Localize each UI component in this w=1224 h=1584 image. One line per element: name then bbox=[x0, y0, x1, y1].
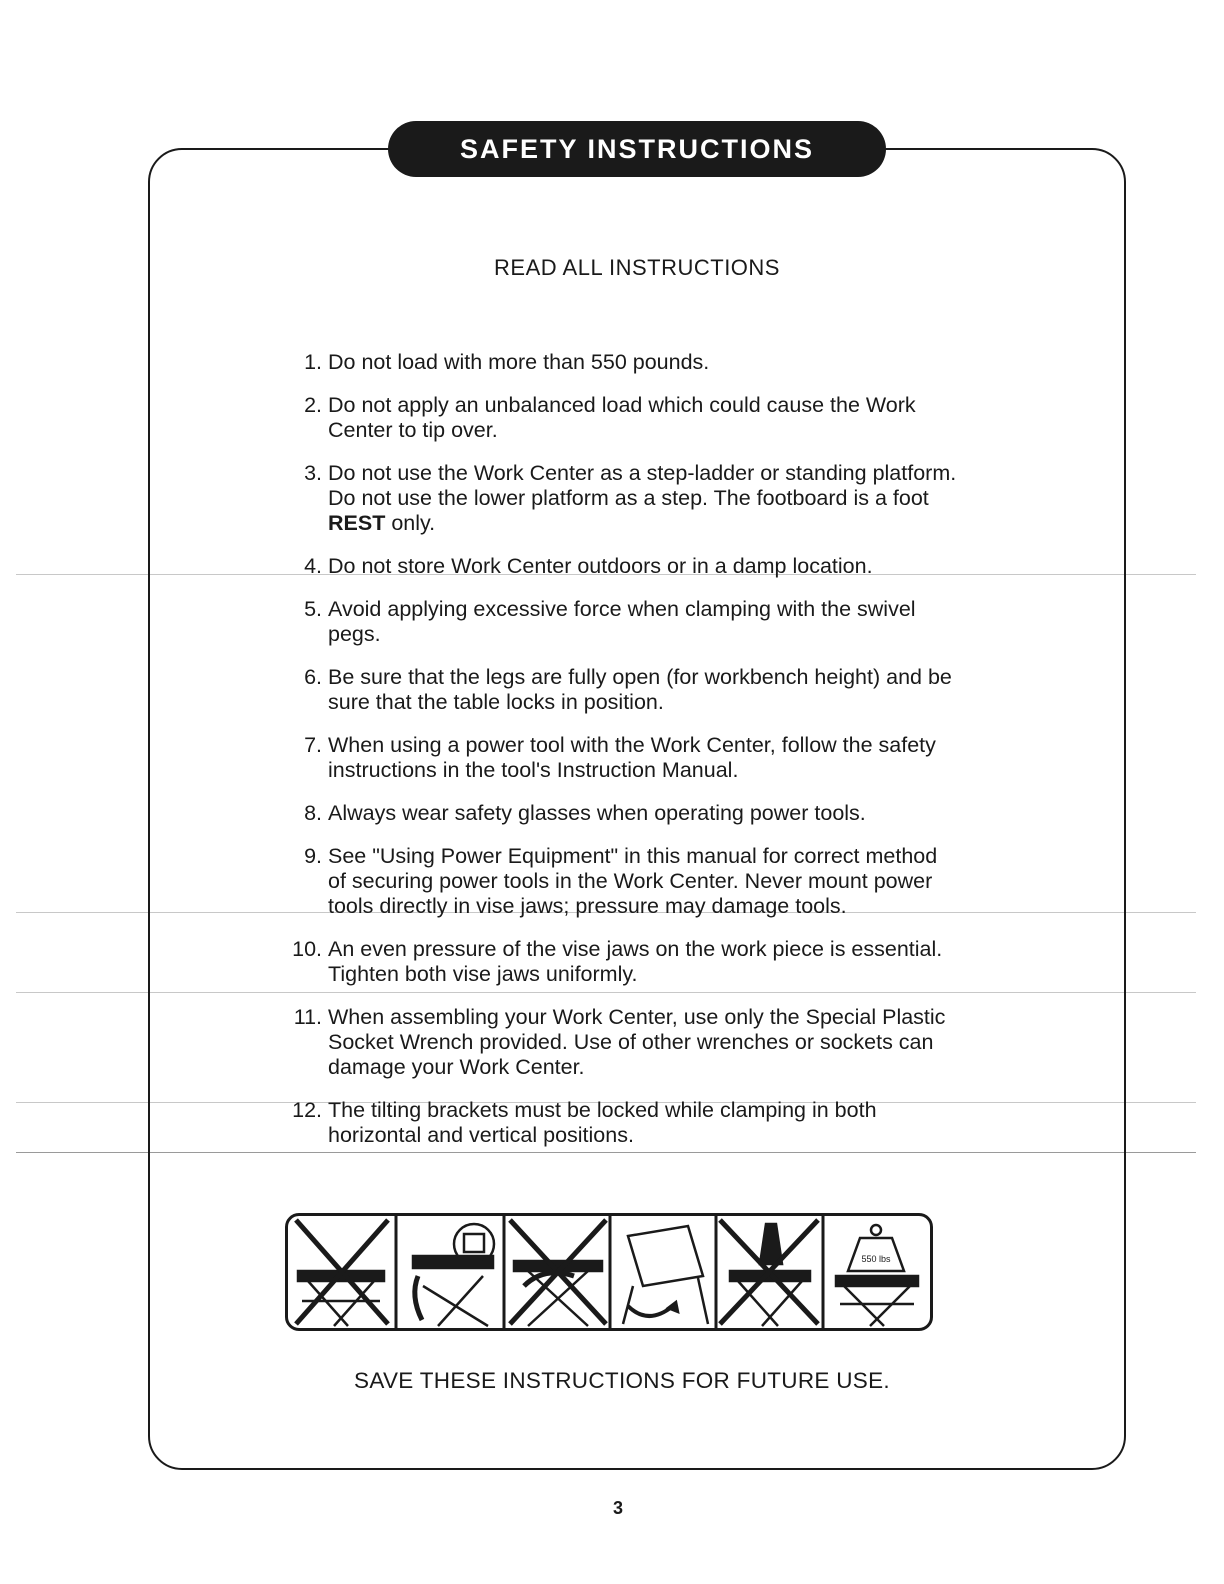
instruction-text-part: only. bbox=[385, 511, 436, 535]
page-title: SAFETY INSTRUCTIONS bbox=[459, 133, 815, 164]
safety-instructions-list bbox=[280, 350, 960, 1166]
instruction-item-10 bbox=[280, 937, 960, 987]
instruction-number: 7. bbox=[304, 733, 322, 757]
instruction-text: An even pressure of the vise jaws on the work piece is essential. Tighten both vise jaws uniformly. bbox=[328, 937, 943, 986]
instruction-item-2 bbox=[280, 393, 960, 443]
instruction-text: Do not load with more than 550 pounds. bbox=[328, 350, 710, 374]
instruction-item-8 bbox=[280, 801, 960, 826]
instruction-text bbox=[328, 461, 960, 536]
weight-limit-icon bbox=[836, 1225, 918, 1326]
table-position-icon bbox=[623, 1226, 708, 1324]
instruction-item-9 bbox=[280, 844, 960, 919]
instruction-text: The tilting brackets must be locked while clamping in both horizontal and vertical positions. bbox=[328, 1098, 877, 1147]
instruction-number: 3. bbox=[304, 461, 322, 485]
instruction-item-1 bbox=[280, 350, 960, 375]
instruction-text: Do not apply an unbalanced load which could cause the Work Center to tip over. bbox=[328, 393, 916, 442]
power-tool-warning-icon bbox=[510, 1220, 606, 1326]
instruction-number: 6. bbox=[304, 665, 322, 689]
instruction-item-11 bbox=[280, 1005, 960, 1080]
page-number: 3 bbox=[612, 1498, 623, 1518]
weight-label: 550 lbs bbox=[861, 1254, 891, 1264]
instruction-number: 12. bbox=[292, 1098, 322, 1122]
instruction-number: 1. bbox=[304, 350, 322, 374]
instruction-item-3 bbox=[280, 461, 960, 536]
instruction-text: When assembling your Work Center, use only the Special Plastic Socket Wrench provided. Use of other wrenches or sockets can damage your Work Center. bbox=[328, 1005, 946, 1079]
instruction-item-12 bbox=[280, 1098, 960, 1148]
instruction-item-6 bbox=[280, 665, 960, 715]
instruction-number: 2. bbox=[304, 393, 322, 417]
emphasis-rest: REST bbox=[328, 511, 386, 535]
instruction-number: 10. bbox=[292, 937, 322, 961]
instruction-number: 4. bbox=[304, 554, 322, 578]
instruction-item-5 bbox=[280, 597, 960, 647]
instruction-text: Do not store Work Center outdoors or in a damp location. bbox=[328, 554, 873, 578]
instruction-item-7 bbox=[280, 733, 960, 783]
instruction-number: 9. bbox=[304, 844, 322, 868]
page-title-banner bbox=[388, 121, 886, 177]
instruction-text: When using a power tool with the Work Center, follow the safety instructions in the tool's Instruction Manual. bbox=[328, 733, 936, 782]
instruction-number: 11. bbox=[293, 1005, 322, 1029]
wrench-clamping-icon bbox=[413, 1224, 494, 1326]
instruction-number: 5. bbox=[304, 597, 322, 621]
instruction-text: Avoid applying excessive force when clamping with the swivel pegs. bbox=[328, 597, 916, 646]
save-instructions-note: SAVE THESE INSTRUCTIONS FOR FUTURE USE. bbox=[354, 1368, 890, 1393]
safety-illustration-strip bbox=[285, 1213, 933, 1331]
instruction-text: Always wear safety glasses when operating power tools. bbox=[328, 801, 866, 825]
read-instructions-heading: READ ALL INSTRUCTIONS bbox=[494, 255, 780, 280]
no-standing-icon bbox=[720, 1220, 818, 1326]
instruction-number: 8. bbox=[304, 801, 322, 825]
instruction-text: Be sure that the legs are fully open (for workbench height) and be sure that the table locks in position. bbox=[328, 665, 952, 714]
workbench-tipping-icon bbox=[296, 1220, 388, 1326]
instruction-text-part: Do not use the Work Center as a step-ladder or standing platform. Do not use the lower platform as a step. The footboard is a foot bbox=[328, 461, 957, 510]
instruction-text: See "Using Power Equipment" in this manual for correct method of securing power tools in the Work Center. Never mount power tools directly in vise jaws; pressure may damage tools. bbox=[328, 844, 938, 918]
instruction-item-4 bbox=[280, 554, 960, 579]
safety-illustration-svg bbox=[288, 1216, 930, 1328]
